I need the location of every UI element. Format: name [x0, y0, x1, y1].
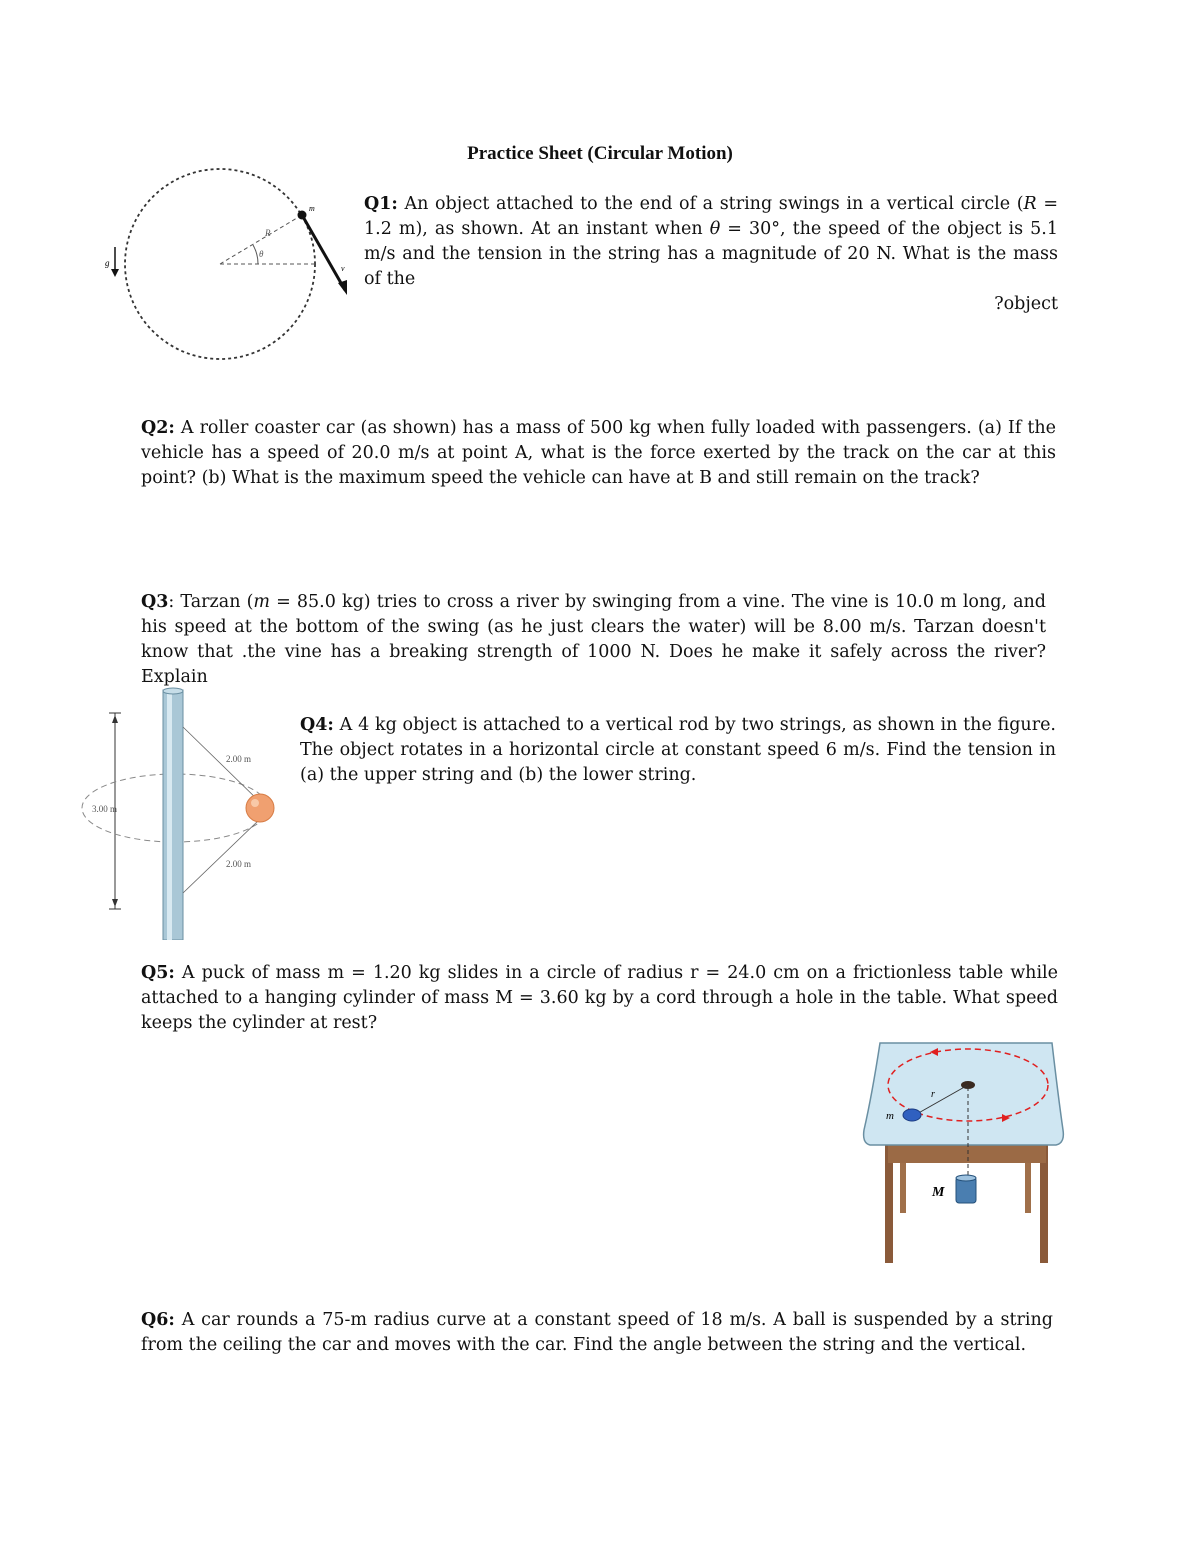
q1-figure — [95, 165, 365, 365]
q4-figure — [80, 685, 290, 940]
label-M: M — [932, 1185, 945, 1200]
lower-string-label: 2.00 m — [226, 859, 252, 869]
gravity-arrowhead — [111, 269, 119, 277]
q4-label: Q4: — [300, 715, 334, 735]
vertical-rod — [163, 690, 183, 940]
q5-figure — [860, 1035, 1070, 1270]
upper-string-label: 2.00 m — [226, 754, 252, 764]
q3-label: Q3 — [141, 592, 169, 612]
question-4: Q4: A 4 kg object is attached to a vertical rod by two strings, as shown in the figure. The object rotates in a horizontal circle at constant speed 6 m/s. Find the tension in (a) the upper string and (b) the lower string. — [300, 715, 1056, 785]
q5-label: Q5: — [141, 963, 175, 983]
question-6: Q6: A car rounds a 75-m radius curve at a constant speed of 18 m/s. A ball is suspended by a string from the ceiling the car and moves with the car. Find the angle between the string and the vertical. — [141, 1310, 1053, 1355]
question-2: Q2: A roller coaster car (as shown) has a mass of 500 kg when fully loaded with passengers. (a) If the vehicle has a speed of 20.0 m/s at point A, what is the force exerted by the track on the car at this point? (b) What is the maximum speed the vehicle can have at B and still remain on the track? — [141, 418, 1056, 488]
label-v: v — [341, 264, 345, 273]
height-label: 3.00 m — [92, 804, 118, 814]
puck — [903, 1109, 921, 1121]
orange-ball — [246, 794, 274, 822]
label-m: m — [886, 1110, 894, 1122]
theta-arc — [253, 245, 258, 264]
label-r: r — [931, 1089, 935, 1100]
label-theta: θ — [259, 249, 264, 259]
q6-label: Q6: — [141, 1310, 175, 1330]
label-R: R — [265, 228, 271, 238]
question-5: Q5: A puck of mass m = 1.20 kg slides in a circle of radius r = 24.0 cm on a frictionless table while attached to a hanging cylinder of mass M = 3.60 kg by a cord through a hole in the table. What speed keeps the cylinder at rest? — [141, 963, 1058, 1033]
table-top — [864, 1043, 1064, 1145]
question-1: Q1: An object attached to the end of a string swings in a vertical circle (R = 1.2 m), as shown. At an instant when θ = 30°, the speed of the object is 5.1 m/s and the tension in the string has a magnitude of 20 N. What is the mass of the ?object — [364, 194, 1058, 314]
page-title: Practice Sheet (Circular Motion) — [467, 143, 733, 164]
table-apron — [888, 1143, 1046, 1163]
velocity-vector — [302, 215, 345, 290]
q1-label: Q1: — [364, 194, 398, 214]
label-m: m — [309, 204, 315, 213]
q2-label: Q2: — [141, 418, 175, 438]
question-3: Q3: Tarzan (m = 85.0 kg) tries to cross a river by swinging from a vine. The vine is 10.0 m long, and his speed at the bottom of the swing (as he just clears the water) will be 8.00 m/s. Tarzan doesn't know that .the vine has a breaking strength of 1000 N. Does he make it safely across the river? Explain — [141, 592, 1047, 687]
label-g: g — [105, 258, 110, 268]
lower-string — [183, 819, 260, 893]
upper-string — [183, 727, 260, 802]
